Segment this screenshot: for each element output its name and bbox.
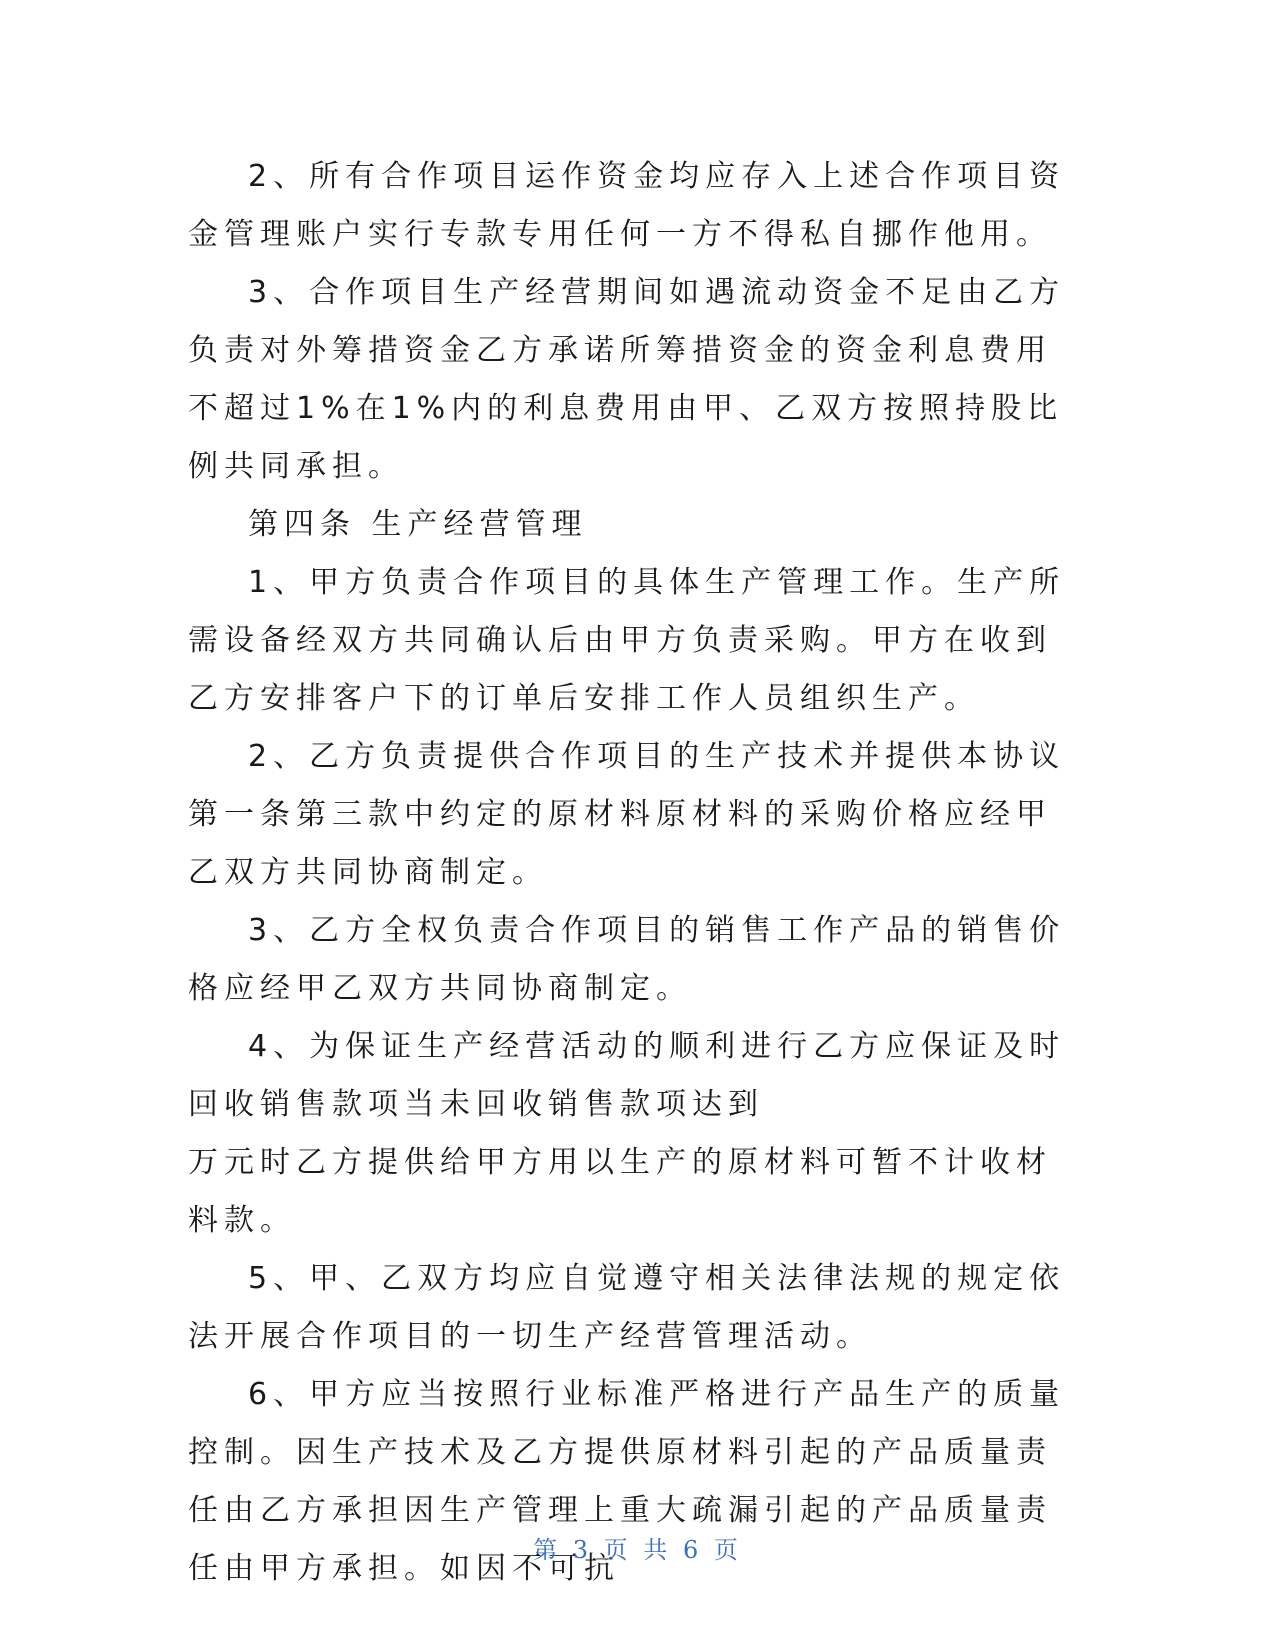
document-body: [188, 148, 1068, 1598]
paragraph-quality-control: 6、甲方应当按照行业标准严格进行产品生产的质量控制。因生产技术及乙方提供原材料引起的产品质量责任由乙方承担因生产管理上重大疏漏引起的产品质量责任由甲方承担。如因不可抗: [188, 1377, 1066, 1586]
paragraph-payment-collection-cont: 万元时乙方提供给甲方用以生产的原材料可暂不计收材料款。: [188, 1145, 1052, 1238]
paragraph-funds-account: 2、所有合作项目运作资金均应存入上述合作项目资金管理账户实行专款专用任何一方不得私自挪作他用。: [188, 159, 1066, 252]
section-heading-article-4: 第四条 生产经营管理: [248, 507, 588, 542]
paragraph-party-a-production: 1、甲方负责合作项目的具体生产管理工作。生产所需设备经双方共同确认后由甲方负责采购。甲方在收到乙方安排客户下的订单后安排工作人员组织生产。: [188, 565, 1066, 716]
paragraph-payment-collection: 4、为保证生产经营活动的顺利进行乙方应保证及时回收销售款项当未回收销售款项达到: [188, 1029, 1066, 1122]
paragraph-party-b-sales: 3、乙方全权负责合作项目的销售工作产品的销售价格应经甲乙双方共同协商制定。: [188, 913, 1066, 1006]
paragraph-working-capital: 3、合作项目生产经营期间如遇流动资金不足由乙方负责对外筹措资金乙方承诺所筹措资金的资金利息费用不超过1%在1%内的利息费用由甲、乙双方按照持股比例共同承担。: [188, 275, 1066, 484]
paragraph-party-b-technology: 2、乙方负责提供合作项目的生产技术并提供本协议第一条第三款中约定的原材料原材料的采购价格应经甲乙双方共同协商制定。: [188, 739, 1066, 890]
paragraph-legal-compliance: 5、甲、乙双方均应自觉遵守相关法律法规的规定依法开展合作项目的一切生产经营管理活动。: [188, 1261, 1066, 1354]
page-number-footer: 第 3 页 共 6 页: [533, 1536, 742, 1564]
